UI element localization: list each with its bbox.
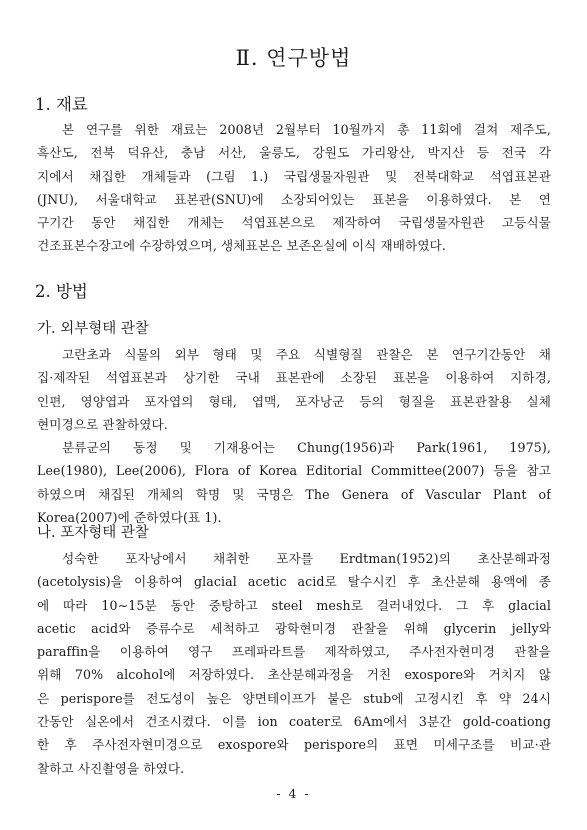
paragraph-line: 흑산도, 전북 덕유산, 충남 서산, 울릉도, 강원도 가리왕산, 박지산 등 전국 각 bbox=[37, 145, 551, 161]
paragraph-line: 하였으며 채집된 개체의 학명 및 국명은 The Genera of Vascular Plant of bbox=[37, 486, 551, 502]
materials-paragraph bbox=[37, 118, 551, 258]
paragraph-line: paraffin을 이용하여 영구 프레파라트를 제작하였고, 주사전자현미경 관찰을 bbox=[37, 644, 551, 660]
page-number: - 4 - bbox=[276, 786, 311, 801]
paragraph-line: 고란초과 식물의 외부 형태 및 주요 식별형질 관찰은 본 연구기간동안 채 bbox=[62, 347, 551, 362]
paragraph-line: 구기간 동안 채집한 개체는 석엽표본으로 제작하여 국립생물자원관 고등식물 bbox=[37, 215, 551, 231]
paragraph-line: 집·제작된 석엽표본과 상기한 국내 표본관에 소장된 표본을 이용하여 지하경, bbox=[37, 370, 551, 386]
paragraph-line: 간동안 실온에서 건조시켰다. 이를 ion coater로 6Am에서 3분간 gold-coationg bbox=[37, 714, 551, 730]
paragraph-line: Korea(2007)에 준하였다(표 1). bbox=[37, 509, 222, 525]
external-morphology-paragraph-1 bbox=[37, 343, 551, 436]
paragraph-line: 은 perispore를 전도성이 높은 양면테이프가 붙은 stub에 고정시킨 후 약 24시 bbox=[37, 690, 551, 706]
paragraph-line: 본 연구를 위한 재료는 2008년 2월부터 10월까지 총 11회에 걸쳐 제주도, bbox=[62, 122, 551, 137]
external-morphology-paragraph-2 bbox=[37, 436, 551, 529]
paragraph-line: 위해 70% alcohol에 저장하였다. 초산분해과정을 거친 exospore와 거치지 않 bbox=[37, 667, 551, 683]
paragraph-line: 지에서 채집한 개체들과 (그림 1.) 국립생물자원관 및 전북대학교 석엽표본관 bbox=[37, 168, 551, 184]
subsection-heading-spore-morphology: 나. 포자형태 관찰 bbox=[37, 525, 149, 541]
paragraph-line: (JNU), 서울대학교 표본관(SNU)에 소장되어있는 표본을 이용하였다. 본 연 bbox=[37, 191, 551, 207]
paragraph-line: 현미경으로 관찰하였다. bbox=[37, 416, 168, 432]
spore-morphology-paragraph bbox=[37, 547, 551, 780]
paragraph-line: 한 후 주사전자현미경으로 exospore와 perispore의 표면 미세구조를 비교·관 bbox=[37, 737, 551, 753]
paragraph-line: 에 따라 10∼15분 동안 중탕하고 steel mesh로 걸러내었다. 그 후 glacial bbox=[37, 597, 551, 613]
section-heading-materials: 1. 재료 bbox=[35, 95, 88, 114]
paragraph-line: 성숙한 포자낭에서 채취한 포자를 Erdtman(1952)의 초산분해과정 bbox=[62, 551, 551, 566]
paragraph-line: 찰하고 사진촬영을 하였다. bbox=[37, 760, 185, 776]
subsection-heading-external-morphology: 가. 외부형태 관찰 bbox=[37, 321, 149, 337]
paragraph-line: acetic acid와 증류수로 세척하고 광학현미경 관찰을 위해 glycerin jelly와 bbox=[37, 620, 551, 636]
paragraph-line: 건조표본수장고에 수장하였으며, 생체표본은 보존온실에 이식 재배하였다. bbox=[37, 238, 446, 254]
paragraph-line: (acetolysis)을 이용하여 glacial acetic acid로 탈수시킨 후 초산분해 용액에 종 bbox=[37, 574, 551, 590]
paragraph-line: 분류군의 동정 및 기재용어는 Chung(1956)과 Park(1961, 1975), bbox=[62, 440, 551, 455]
paragraph-line: Lee(1980), Lee(2006), Flora of Korea Editorial Committee(2007) 등을 참고 bbox=[37, 463, 551, 479]
section-heading-methods: 2. 방법 bbox=[35, 282, 88, 301]
paragraph-line: 인편, 영양엽과 포자엽의 형태, 엽맥, 포자낭군 등의 형질을 표본관찰용 실체 bbox=[37, 393, 551, 409]
chapter-title: Ⅱ. 연구방법 bbox=[235, 46, 352, 70]
